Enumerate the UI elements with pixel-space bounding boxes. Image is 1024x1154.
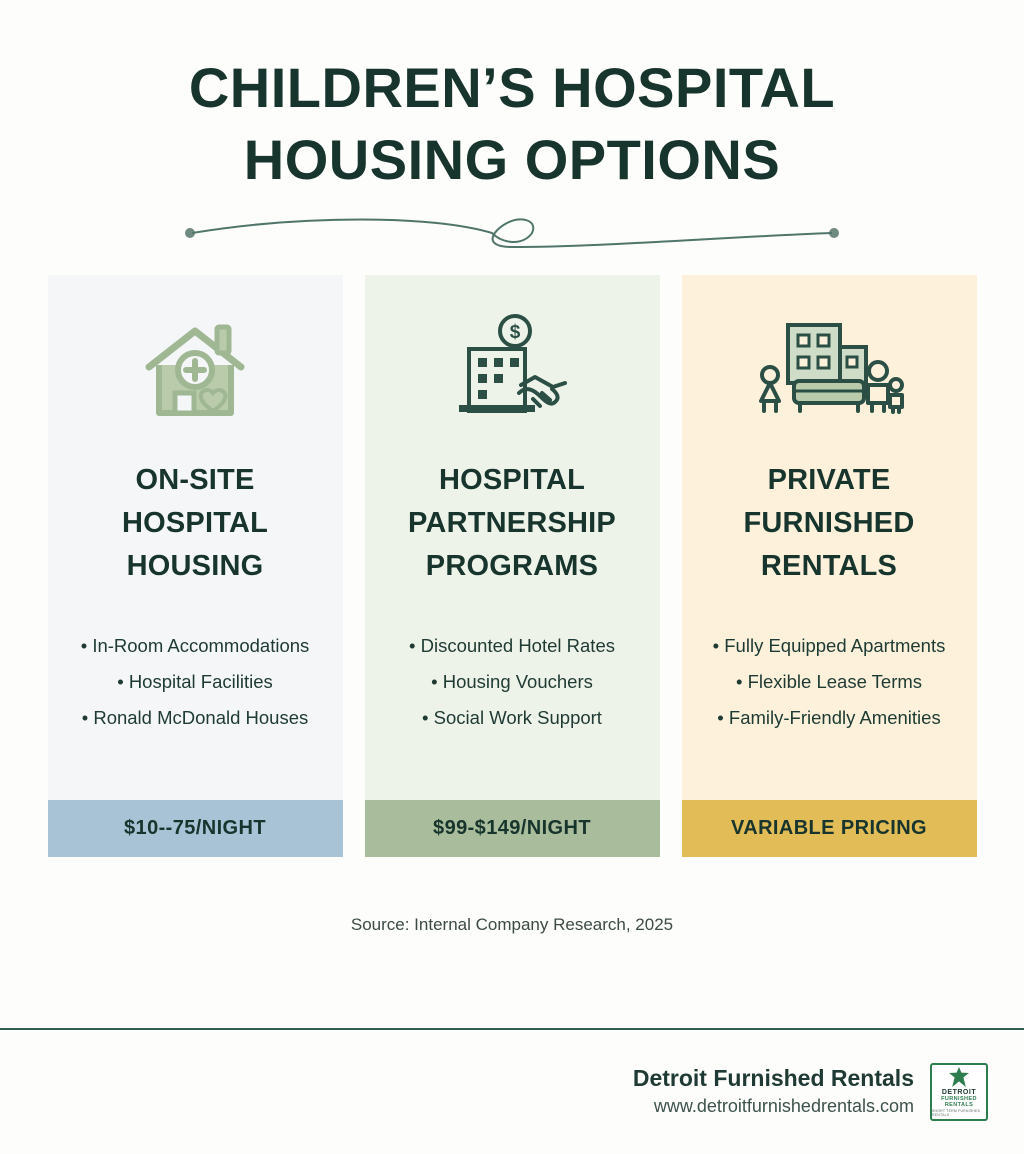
source-note: Source: Internal Company Research, 2025 — [350, 915, 674, 935]
logo-tagline: SHORT TERM FURNISHED RENTALS — [932, 1109, 981, 1117]
card-price-badge: VARIABLE PRICING — [682, 800, 977, 857]
house-with-medical-cross-and-heart-icon — [135, 305, 255, 433]
card-title: PRIVATE FURNISHED RENTALS — [743, 464, 915, 583]
card-price-badge: $10--75/NIGHT — [48, 800, 343, 857]
card-feature-list — [409, 628, 615, 736]
list-item: • Ronald McDonald Houses — [81, 707, 309, 729]
card-body — [682, 275, 977, 800]
card-body — [48, 275, 343, 800]
card-private-furnished-rentals[interactable] — [682, 275, 977, 857]
list-item: • Discounted Hotel Rates — [409, 635, 615, 657]
card-feature-list — [81, 628, 310, 736]
list-item: • Housing Vouchers — [431, 671, 593, 693]
hospital-building-with-handshake-and-dollar-icon — [447, 305, 577, 433]
apartment-building-with-family-and-sofa-icon — [754, 305, 904, 433]
card-title: HOSPITAL PARTNERSHIP PROGRAMS — [408, 464, 616, 583]
list-item: • Family-Friendly Amenities — [717, 707, 941, 729]
card-price-badge: $99-$149/NIGHT — [365, 800, 660, 857]
list-item: • Social Work Support — [422, 707, 602, 729]
brand-website[interactable]: www.detroitfurnishedrentals.com — [653, 1096, 914, 1117]
svg-text:$: $ — [509, 322, 521, 344]
brand-name: Detroit Furnished Rentals — [632, 1065, 914, 1092]
page-title: CHILDREN’S HOSPITAL HOUSING OPTIONS — [188, 56, 836, 191]
decorative-flourish-divider — [182, 213, 842, 253]
list-item: • In-Room Accommodations — [80, 635, 310, 657]
company-logo — [930, 1063, 988, 1121]
list-item: • Fully Equipped Apartments — [712, 635, 946, 657]
card-title: ON-SITE HOSPITAL HOUSING — [121, 464, 269, 583]
options-card-row — [0, 275, 1024, 857]
card-feature-list — [713, 628, 946, 736]
title-section — [0, 0, 1024, 195]
footer-text-block — [633, 1064, 914, 1119]
logo-star-icon — [949, 1067, 969, 1087]
logo-line-2: FURNISHED — [941, 1096, 977, 1102]
card-body — [365, 275, 660, 800]
footer — [0, 1030, 1024, 1154]
logo-line-3: RENTALS — [944, 1102, 974, 1108]
logo-line-1: DETROIT — [941, 1089, 977, 1096]
card-hospital-partnership-programs[interactable] — [365, 275, 660, 857]
list-item: • Flexible Lease Terms — [735, 671, 923, 693]
card-on-site-hospital-housing[interactable] — [48, 275, 343, 857]
list-item: • Hospital Facilities — [117, 671, 273, 693]
